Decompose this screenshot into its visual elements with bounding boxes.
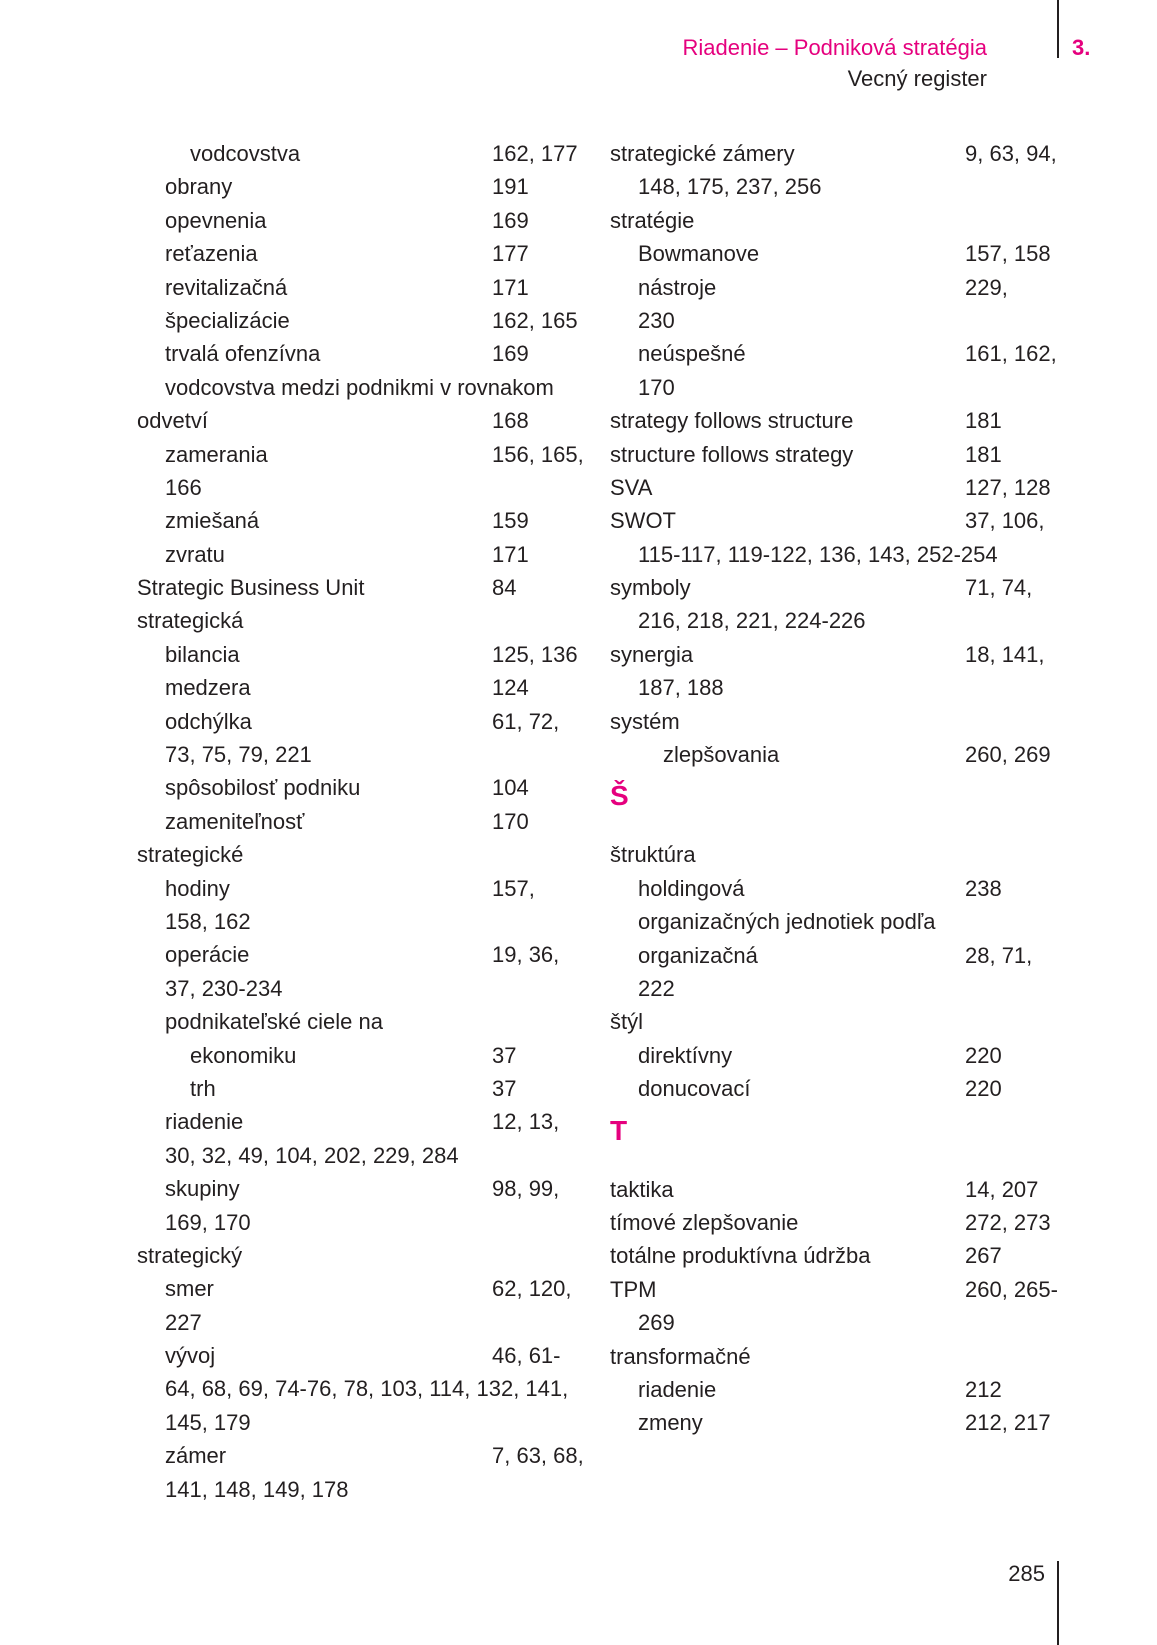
index-term: trvalá ofenzívna: [165, 341, 321, 367]
index-term: SVA: [610, 474, 653, 500]
index-term: organizačných jednotiek podľa: [638, 909, 936, 935]
index-term: zmeny: [638, 1410, 703, 1436]
index-term: 227: [165, 1309, 202, 1335]
index-term: zlepšovania: [663, 742, 780, 768]
index-entry: [137, 404, 597, 437]
index-pages: 71, 74,: [965, 575, 1033, 601]
index-pages: 104: [492, 775, 529, 801]
index-pages: 272, 273: [965, 1209, 1051, 1235]
index-term: holdingová: [638, 875, 745, 901]
index-term: zmiešaná: [165, 508, 260, 534]
index-entry: [137, 371, 597, 404]
index-pages: 127, 128: [965, 474, 1051, 500]
index-entry: [137, 905, 597, 938]
index-entry: [137, 1339, 597, 1372]
index-pages: 267: [965, 1243, 1002, 1269]
index-term: SWOT: [610, 508, 676, 534]
index-entry: [610, 204, 1060, 237]
index-entry: [137, 705, 597, 738]
index-term: totálne produktívna údržba: [610, 1243, 871, 1269]
index-term: zvratu: [165, 541, 225, 567]
index-term: strategy follows structure: [610, 408, 854, 434]
index-entry: [610, 304, 1060, 337]
index-term: podnikateľské ciele na: [165, 1009, 384, 1035]
index-entry: [610, 1039, 1060, 1072]
index-term: 30, 32, 49, 104, 202, 229, 284: [165, 1142, 459, 1168]
index-pages: 260, 269: [965, 742, 1051, 768]
index-entry: [137, 504, 597, 537]
index-entry: [137, 571, 597, 604]
index-entry: [137, 1272, 597, 1305]
index-pages: 28, 71,: [965, 942, 1033, 968]
index-entry: [610, 1173, 1060, 1206]
index-entry: [610, 404, 1060, 437]
index-pages: 7, 63, 68,: [492, 1443, 584, 1469]
index-pages: 220: [965, 1076, 1002, 1102]
index-pages: 238: [965, 875, 1002, 901]
header-rule: [1057, 0, 1059, 58]
index-term: štýl: [610, 1009, 643, 1035]
index-pages: 18, 141,: [965, 641, 1045, 667]
index-entry: [137, 1039, 597, 1072]
index-term: špecializácie: [165, 307, 290, 333]
index-entry: [137, 1139, 597, 1172]
index-term: direktívny: [638, 1042, 733, 1068]
index-pages: 171: [492, 274, 529, 300]
index-entry: [610, 1072, 1060, 1105]
index-entry: [137, 1372, 597, 1405]
index-letter-heading: [610, 1106, 1060, 1173]
index-pages: 168: [492, 408, 529, 434]
index-entry: [137, 972, 597, 1005]
index-entry: [137, 471, 597, 504]
index-term: nástroje: [638, 274, 717, 300]
index-entry: [610, 972, 1060, 1005]
index-pages: 191: [492, 174, 529, 200]
index-entry: [137, 438, 597, 471]
header-subtitle: Vecný register: [847, 66, 987, 91]
page-number: 285: [1008, 1561, 1045, 1586]
index-entry: [137, 271, 597, 304]
index-pages: 212: [965, 1376, 1002, 1402]
index-entry: [137, 604, 597, 637]
index-entry: [137, 170, 597, 203]
index-entry: [610, 638, 1060, 671]
index-term: 166: [165, 474, 202, 500]
index-entry: [610, 671, 1060, 704]
index-term: vývoj: [165, 1343, 216, 1369]
index-term: Bowmanove: [638, 241, 760, 267]
index-term: T: [610, 1114, 628, 1146]
index-term: strategický: [137, 1242, 243, 1268]
index-entry: [610, 905, 1060, 938]
index-pages: 9, 63, 94,: [965, 141, 1057, 166]
index-entry: [610, 1306, 1060, 1339]
index-entry: [610, 371, 1060, 404]
index-term: 73, 75, 79, 221: [165, 742, 312, 768]
index-column-right: [610, 137, 1060, 1440]
index-term: 37, 230-234: [165, 975, 283, 1001]
index-column-left: [137, 137, 597, 1506]
index-entry: [610, 872, 1060, 905]
index-entry: [610, 271, 1060, 304]
index-term: zamerania: [165, 441, 268, 467]
index-term: skupiny: [165, 1176, 240, 1202]
index-term: strategické zámery: [610, 141, 795, 166]
index-entry: [137, 237, 597, 270]
index-term: odvetví: [137, 408, 208, 434]
index-term: strategická: [137, 608, 244, 634]
index-entry: [137, 538, 597, 571]
index-entry: [610, 604, 1060, 637]
index-entry: [610, 237, 1060, 270]
index-term: 170: [638, 374, 675, 400]
index-entry: [137, 838, 597, 871]
index-entry: [137, 304, 597, 337]
index-pages: 37: [492, 1075, 517, 1101]
index-pages: 159: [492, 508, 529, 534]
index-term: Š: [610, 780, 629, 812]
index-pages: 212, 217: [965, 1410, 1051, 1436]
footer-rule: [1057, 1561, 1059, 1645]
index-pages: 37, 106,: [965, 508, 1045, 534]
index-entry: [137, 1406, 597, 1439]
index-entry: [610, 471, 1060, 504]
index-term: ekonomiku: [190, 1042, 297, 1068]
index-entry: [610, 337, 1060, 370]
index-term: 115-117, 119-122, 136, 143, 252-254: [638, 541, 998, 567]
index-term: synergia: [610, 641, 694, 667]
index-term: štruktúra: [610, 842, 696, 868]
index-pages: 46, 61-: [492, 1343, 561, 1369]
index-entry: [610, 1373, 1060, 1406]
index-term: 145, 179: [165, 1409, 251, 1435]
index-entry: [137, 1306, 597, 1339]
index-pages: 124: [492, 675, 529, 701]
index-term: reťazenia: [165, 241, 258, 267]
index-term: vodcovstva: [190, 141, 301, 166]
index-term: donucovací: [638, 1076, 751, 1102]
index-pages: 170: [492, 808, 529, 834]
index-entry: [137, 1206, 597, 1239]
index-term: transformačné: [610, 1343, 751, 1369]
index-entry: [610, 137, 1060, 170]
index-pages: 181: [965, 408, 1002, 434]
index-pages: 125, 136: [492, 641, 578, 667]
index-term: 187, 188: [638, 675, 724, 701]
index-term: 216, 218, 221, 224-226: [638, 608, 866, 634]
index-entry: [610, 571, 1060, 604]
index-pages: 157, 158: [965, 241, 1051, 267]
index-pages: 157,: [492, 875, 535, 901]
index-term: organizačná: [638, 942, 758, 968]
index-entry: [137, 805, 597, 838]
index-pages: 37: [492, 1042, 517, 1068]
index-pages: 220: [965, 1042, 1002, 1068]
index-entry: [137, 1105, 597, 1138]
index-term: bilancia: [165, 641, 240, 667]
index-letter-heading: [610, 771, 1060, 838]
index-entry: [610, 738, 1060, 771]
running-header: [682, 32, 987, 94]
header-title: Riadenie – Podniková stratégia: [682, 35, 987, 60]
index-term: 269: [638, 1310, 675, 1336]
index-pages: 171: [492, 541, 529, 567]
index-term: smer: [165, 1276, 214, 1302]
index-term: obrany: [165, 174, 233, 200]
index-term: zámer: [165, 1443, 227, 1469]
index-entry: [137, 638, 597, 671]
index-entry: [610, 1340, 1060, 1373]
index-entry: [610, 438, 1060, 471]
index-pages: 156, 165,: [492, 441, 584, 467]
index-pages: 12, 13,: [492, 1109, 560, 1135]
index-entry: [137, 1072, 597, 1105]
chapter-number: 3.: [1072, 35, 1091, 60]
index-pages: 181: [965, 441, 1002, 467]
index-term: 141, 148, 149, 178: [165, 1476, 349, 1502]
index-term: revitalizačná: [165, 274, 288, 300]
index-entry: [610, 1206, 1060, 1239]
index-term: opevnenia: [165, 207, 267, 233]
index-entry: [137, 204, 597, 237]
index-entry: [137, 1005, 597, 1038]
index-pages: 162, 177: [492, 141, 578, 166]
index-entry: [137, 938, 597, 971]
index-pages: 61, 72,: [492, 708, 560, 734]
index-term: hodiny: [165, 875, 230, 901]
index-term: stratégie: [610, 207, 695, 233]
index-entry: [610, 1005, 1060, 1038]
index-pages: 229,: [965, 274, 1008, 300]
index-term: 148, 175, 237, 256: [638, 174, 822, 200]
index-entry: [610, 1406, 1060, 1439]
index-pages: 14, 207: [965, 1176, 1039, 1202]
index-entry: [137, 1239, 597, 1272]
index-entry: [137, 771, 597, 804]
index-term: tímové zlepšovanie: [610, 1209, 799, 1235]
index-entry: [137, 872, 597, 905]
index-entry: [137, 738, 597, 771]
index-pages: 260, 265-: [965, 1276, 1058, 1302]
index-term: medzera: [165, 675, 251, 701]
index-term: riadenie: [638, 1376, 717, 1402]
index-term: neúspešné: [638, 341, 746, 367]
index-pages: 177: [492, 241, 529, 267]
index-term: 64, 68, 69, 74-76, 78, 103, 114, 132, 141,: [165, 1376, 569, 1402]
index-term: 222: [638, 975, 675, 1001]
index-pages: 169: [492, 341, 529, 367]
index-entry: [137, 337, 597, 370]
index-term: taktika: [610, 1176, 674, 1202]
index-term: trh: [190, 1075, 216, 1101]
index-term: TPM: [610, 1276, 657, 1302]
index-entry: [610, 838, 1060, 871]
index-term: odchýlka: [165, 708, 252, 734]
index-entry: [610, 170, 1060, 203]
index-entry: [610, 705, 1060, 738]
index-pages: 161, 162,: [965, 341, 1057, 367]
index-entry: [610, 538, 1060, 571]
index-term: zameniteľnosť: [165, 808, 305, 834]
index-entry: [610, 1273, 1060, 1306]
index-entry: [137, 1473, 597, 1506]
index-pages: 19, 36,: [492, 942, 560, 968]
index-term: 169, 170: [165, 1209, 251, 1235]
index-pages: 98, 99,: [492, 1176, 560, 1202]
index-term: operácie: [165, 942, 250, 968]
index-term: symboly: [610, 575, 691, 601]
index-pages: 84: [492, 575, 517, 601]
index-term: riadenie: [165, 1109, 244, 1135]
index-entry: [137, 671, 597, 704]
index-term: 158, 162: [165, 908, 251, 934]
index-term: strategické: [137, 842, 244, 868]
index-term: 230: [638, 307, 675, 333]
index-term: structure follows strategy: [610, 441, 854, 467]
index-entry: [610, 504, 1060, 537]
index-pages: 162, 165: [492, 307, 578, 333]
index-entry: [137, 137, 597, 170]
index-entry: [137, 1172, 597, 1205]
index-term: systém: [610, 708, 680, 734]
index-term: vodcovstva medzi podnikmi v rovnakom: [165, 374, 554, 400]
index-pages: 62, 120,: [492, 1276, 572, 1302]
index-entry: [610, 939, 1060, 972]
index-entry: [137, 1439, 597, 1472]
index-entry: [610, 1239, 1060, 1272]
index-term: Strategic Business Unit: [137, 575, 365, 601]
index-term: spôsobilosť podniku: [165, 775, 361, 801]
index-pages: 169: [492, 207, 529, 233]
